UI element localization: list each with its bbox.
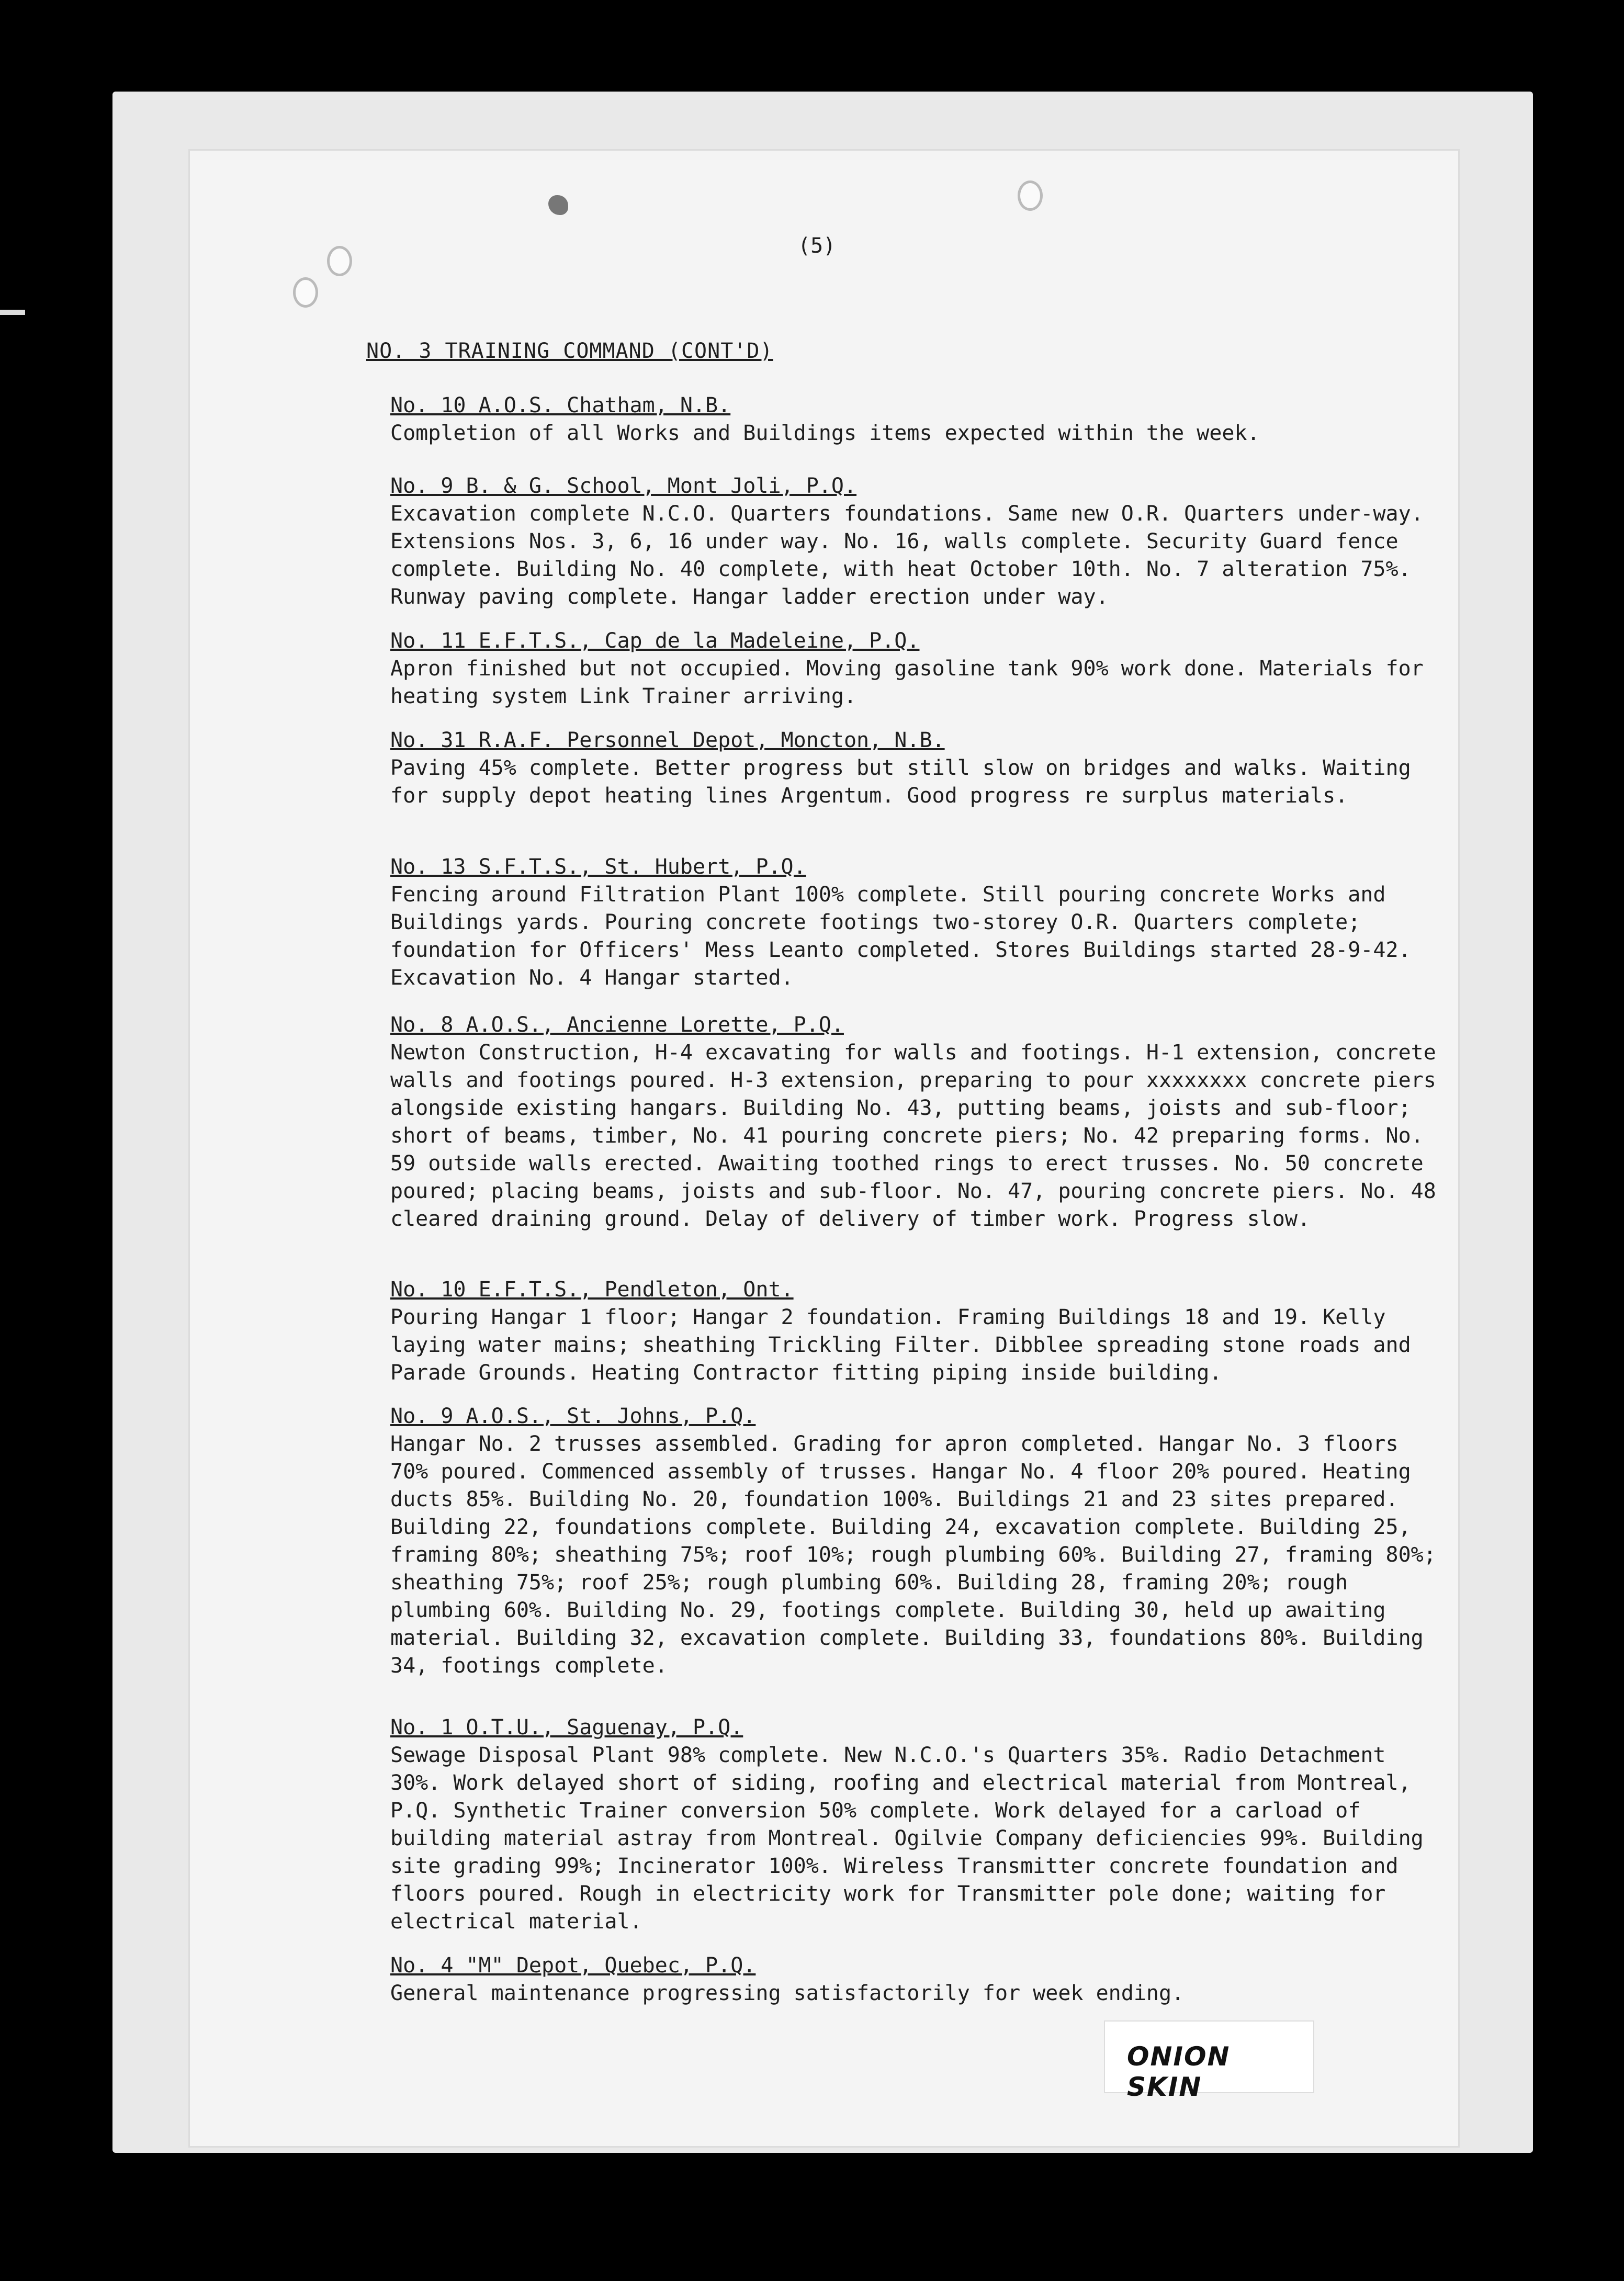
section-body: Sewage Disposal Plant 98% complete. New N.C.O.'s Quarters 35%. Radio Detachment 30%. Work delayed short of siding, roofing and electrical material from Montreal, P.Q. Synthetic Trainer conversion 50% complete. Work delayed for a carload of building material astray from Montreal. Ogilvie Company deficiencies 99%. Building site grading 99%; Incinerator 100%. Wireless Transmitter concrete foundation and floors poured. Rough in electricity work for Transmitter pole done; waiting for electrical material.	[390, 1743, 1424, 1934]
section-body: General maintenance progressing satisfactorily for week ending.	[390, 1981, 1185, 2005]
section-efts-pendleton	[390, 1275, 1442, 1387]
punch-hole	[293, 277, 318, 308]
section-title: No. 31 R.A.F. Personnel Depot, Moncton, N.B.	[390, 728, 945, 752]
section-body: Pouring Hangar 1 floor; Hangar 2 foundation. Framing Buildings 18 and 19. Kelly laying water mains; sheathing Trickling Filter. Dibblee spreading stone roads and Parade Grounds. Heating Contractor fitting piping inside building.	[390, 1305, 1411, 1385]
section-title: No. 9 B. & G. School, Mont Joli, P.Q.	[390, 474, 857, 498]
section-body: Newton Construction, H-4 excavating for walls and footings. H-1 extension, concrete walls and footings poured. H-3 extension, preparing to pour xxxxxxxx concrete piers alongside existing hangars. Building No. 43, putting beams, joists and sub-floor; short of beams, timber, No. 41 pouring concrete piers; No. 42 preparing forms. No. 59 outside walls erected. Awaiting toothed rings to erect trusses. No. 50 concrete poured; placing beams, joists and sub-floor. No. 47, pouring concrete piers. No. 48 cleared draining ground. Delay of delivery of timber work. Progress slow.	[390, 1041, 1436, 1231]
section-title: No. 11 E.F.T.S., Cap de la Madeleine, P.Q.	[390, 629, 920, 653]
page-number: (5)	[798, 234, 836, 258]
section-title: No. 9 A.O.S., St. Johns, P.Q.	[390, 1404, 756, 1428]
section-bg-school-mont-joli	[390, 472, 1442, 611]
section-body: Completion of all Works and Buildings items expected within the week.	[390, 421, 1260, 445]
section-raf-depot-moncton	[390, 726, 1442, 810]
document-heading: NO. 3 TRAINING COMMAND (CONT'D)	[366, 339, 773, 363]
section-title: No. 1 O.T.U., Saguenay, P.Q.	[390, 1715, 743, 1740]
punch-hole	[327, 246, 352, 276]
film-edge-mark	[0, 310, 25, 315]
section-body: Excavation complete N.C.O. Quarters foundations. Same new O.R. Quarters under-way. Extensions Nos. 3, 6, 16 under way. No. 16, walls complete. Security Guard fence complete. Building No. 40 complete, with heat October 10th. No. 7 alteration 75%. Runway paving complete. Hangar ladder erection under way.	[390, 502, 1424, 609]
section-sfts-st-hubert	[390, 853, 1442, 992]
section-otu-saguenay	[390, 1713, 1442, 1936]
section-body: Paving 45% complete. Better progress but still slow on bridges and walks. Waiting for supply depot heating lines Argentum. Good progress re surplus materials.	[390, 756, 1411, 808]
section-aos-chatham	[390, 391, 1442, 447]
section-title: No. 13 S.F.T.S., St. Hubert, P.Q.	[390, 855, 806, 879]
section-efts-cap-de-la-madeleine	[390, 627, 1442, 710]
punch-hole	[1018, 180, 1043, 211]
section-m-depot-quebec	[390, 1951, 1442, 2007]
ink-blot	[548, 195, 568, 215]
section-title: No. 10 A.O.S. Chatham, N.B.	[390, 393, 731, 417]
section-body: Fencing around Filtration Plant 100% complete. Still pouring concrete Works and Buildings yards. Pouring concrete footings two-storey O.R. Quarters complete; foundation for Officers' Mess Leanto completed. Stores Buildings started 28-9-42. Excavation No. 4 Hangar started.	[390, 883, 1411, 990]
section-aos-ancienne-lorette	[390, 1011, 1442, 1233]
section-body: Hangar No. 2 trusses assembled. Grading for apron completed. Hangar No. 3 floors 70% poured. Commenced assembly of trusses. Hangar No. 4 floor 20% poured. Heating ducts 85%. Building No. 20, foundation 100%. Buildings 21 and 23 sites prepared. Building 22, foundations complete. Building 24, excavation complete. Building 25, framing 80%; sheathing 75%; roof 10%; rough plumbing 60%. Building 27, framing 80%; sheathing 75%; roof 25%; rough plumbing 60%. Building 28, framing 20%; rough plumbing 60%. Building No. 29, footings complete. Building 30, held up awaiting material. Building 32, excavation complete. Building 33, foundations 80%. Building 34, footings complete.	[390, 1432, 1436, 1678]
section-title: No. 10 E.F.T.S., Pendleton, Ont.	[390, 1278, 794, 1302]
onion-skin-label	[1104, 2020, 1314, 2102]
section-aos-st-johns	[390, 1402, 1442, 1680]
onion-skin-label-text: ONION SKIN	[1127, 2041, 1231, 2102]
section-title: No. 8 A.O.S., Ancienne Lorette, P.Q.	[390, 1013, 844, 1037]
section-body: Apron finished but not occupied. Moving gasoline tank 90% work done. Materials for heating system Link Trainer arriving.	[390, 657, 1424, 708]
section-title: No. 4 "M" Depot, Quebec, P.Q.	[390, 1953, 756, 1978]
